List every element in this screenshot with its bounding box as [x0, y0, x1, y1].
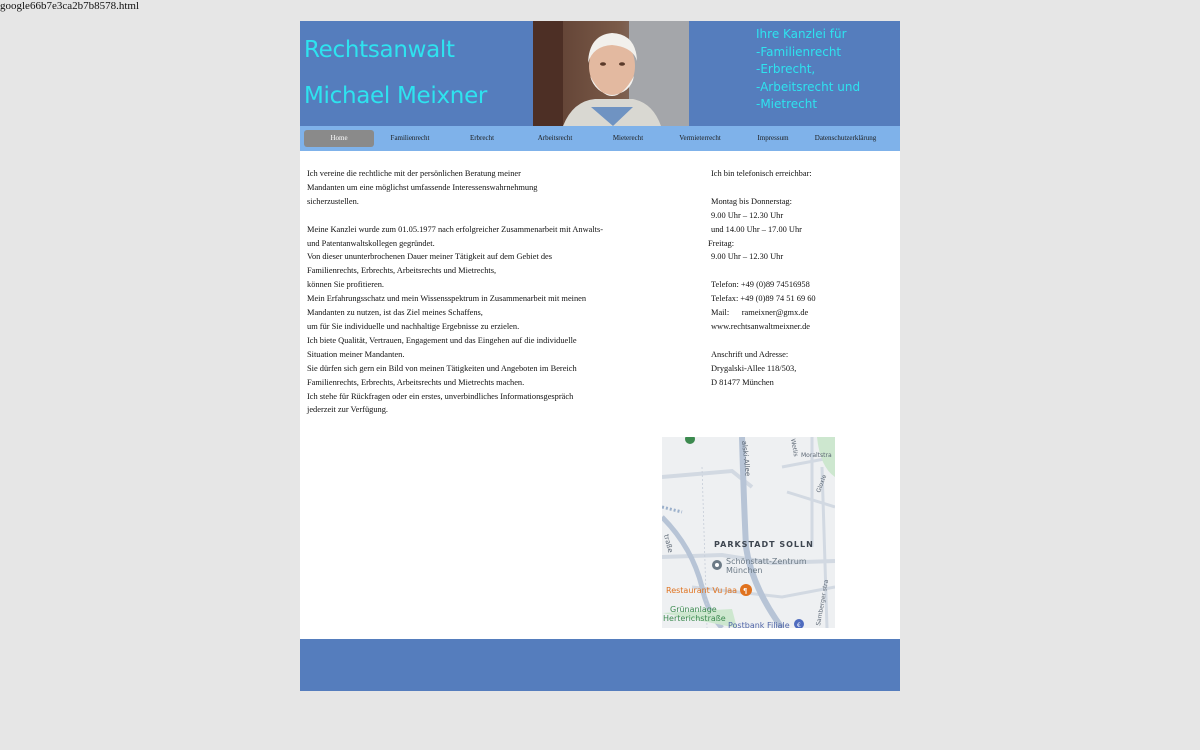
nav-item-impressum[interactable]: Impressum: [757, 134, 789, 142]
map-label-poi1-l1: Schönstatt-Zentrum: [726, 557, 807, 566]
map-label-bank: Postbank Filiale: [728, 621, 790, 628]
contact-line: [711, 181, 881, 195]
intro-line: Situation meiner Mandanten.: [307, 349, 405, 359]
intro-line: und Patentanwaltskollegen gegründet.: [307, 238, 435, 248]
intro-line: Familienrechts, Erbrechts, Arbeitsrechts und Mietrechts,: [307, 266, 497, 276]
page-footer-bar: [300, 639, 900, 691]
intro-line: Ich vereine die rechtliche mit der persönlichen Beratung meiner: [307, 169, 521, 178]
map-label-street-br: Samberger stra: [815, 579, 831, 627]
intro-line: Mandanten um eine möglichst umfassende Interessenswahrnehmung: [307, 182, 538, 192]
map-label-restaurant: Restaurant Vu Jaa: [666, 586, 738, 595]
site-title-line2: Michael Meixner: [304, 83, 488, 109]
intro-line: Mein Erfahrungsschatz und mein Wissensspektrum in Zusammenarbeit mit meinen: [307, 294, 587, 304]
svg-text:¶: ¶: [743, 587, 748, 595]
tagline-line: Ihre Kanzlei für: [756, 27, 847, 41]
nav-item-home[interactable]: Home: [304, 130, 374, 147]
intro-line: um für Sie individuelle und nachhaltige Ergebnisse zu erzielen.: [307, 321, 520, 331]
map-label-street-tr2: Moraltstra: [801, 452, 832, 459]
intro-line: Mandanten zu nutzen, ist das Ziel meines Schaffens,: [307, 308, 483, 318]
contact-line: Montag bis Donnerstag:: [711, 196, 792, 206]
svg-text:€: €: [797, 622, 801, 628]
lawyer-portrait-photo: [533, 21, 689, 126]
intro-line: Ich stehe für Rückfragen oder ein erstes, unverbindliches Informationsgespräch: [307, 391, 574, 401]
intro-line: Sie dürfen sich gern ein Bild von meinen Tätigkeiten und Angeboten im Bereich: [307, 363, 577, 373]
intro-line: sicherzustellen.: [307, 196, 359, 206]
intro-line: Meine Kanzlei wurde zum 01.05.1977 nach erfolgreicher Zusammenarbeit mit Anwalts-: [307, 224, 604, 234]
tagline-line: -Familienrecht: [756, 44, 842, 59]
map-label-park-l1: Grünanlage: [670, 605, 717, 614]
address-line: Drygalski-Allee 118/503,: [711, 363, 797, 373]
contact-phone[interactable]: Telefon: +49 (0)89 74516958: [711, 280, 810, 290]
practice-areas-tagline: [756, 26, 860, 114]
map-label-poi1-l2: München: [726, 566, 763, 575]
main-navigation: [300, 126, 900, 151]
contact-mail[interactable]: Mail: rameixner@gmx.de: [711, 308, 809, 318]
contact-info: [708, 167, 881, 390]
contact-line: 9.00 Uhr – 12.30 Uhr: [711, 252, 784, 262]
intro-line: Familienrechts, Erbrechts, Arbeitsrechts und Mietrechts machen.: [307, 377, 525, 387]
intro-line: Von dieser ununterbrochenen Dauer meiner Tätigkeit auf dem Gebiet des: [307, 252, 553, 262]
map-label-street-left: traße: [662, 533, 675, 554]
nav-item-vermieterrecht[interactable]: Vermieterrecht: [679, 134, 721, 142]
nav-item-datenschutz[interactable]: Datenschutzerklärung: [814, 134, 877, 142]
contact-line: Freitag:: [708, 238, 735, 248]
nav-item-erbrecht[interactable]: Erbrecht: [469, 134, 495, 142]
tagline-line: -Mietrecht: [756, 97, 818, 112]
map-label-street-tr1: Wetlis: [789, 438, 800, 458]
contact-line: [711, 334, 881, 348]
page-container: [300, 21, 900, 691]
map-label-district: PARKSTADT SOLLN: [714, 540, 814, 549]
address-heading: Anschrift und Adresse:: [711, 349, 789, 359]
intro-text: [307, 167, 637, 417]
address-line: D 81477 München: [711, 377, 774, 387]
map-label-street-main: alski-Allee: [740, 440, 752, 477]
intro-line: jederzeit zur Verfügung.: [307, 405, 389, 415]
tagline-line: -Arbeitsrecht und: [756, 79, 861, 94]
location-map[interactable]: [662, 437, 835, 628]
map-label-park-l2: Herterichstraße: [663, 614, 726, 623]
nav-item-mieterecht[interactable]: Mieterecht: [612, 134, 644, 142]
contact-fax: Telefax: +49 (0)89 74 51 69 60: [711, 294, 816, 304]
contact-line: 9.00 Uhr – 12.30 Uhr: [711, 210, 784, 220]
header-banner: [300, 21, 900, 126]
intro-line: Ich biete Qualität, Vertrauen, Engagement und das Eingehen auf die individuelle: [307, 335, 577, 345]
page-file-note: google66b7e3ca2b7b8578.html: [0, 0, 140, 12]
nav-item-familienrecht[interactable]: Familienrecht: [390, 134, 430, 142]
contact-line: und 14.00 Uhr – 17.00 Uhr: [711, 224, 802, 234]
map-label-street-tr3: Gloxle: [815, 473, 829, 494]
intro-line: können Sie profitieren.: [307, 280, 384, 290]
intro-line: [307, 209, 637, 223]
nav-item-arbeitsrecht[interactable]: Arbeitsrecht: [537, 134, 573, 142]
contact-line: Ich bin telefonisch erreichbar:: [711, 169, 812, 178]
contact-website[interactable]: www.rechtsanwaltmeixner.de: [711, 321, 810, 331]
contact-line: [711, 264, 881, 278]
site-title-line1: Rechtsanwalt: [304, 37, 455, 63]
tagline-line: -Erbrecht,: [756, 62, 816, 77]
